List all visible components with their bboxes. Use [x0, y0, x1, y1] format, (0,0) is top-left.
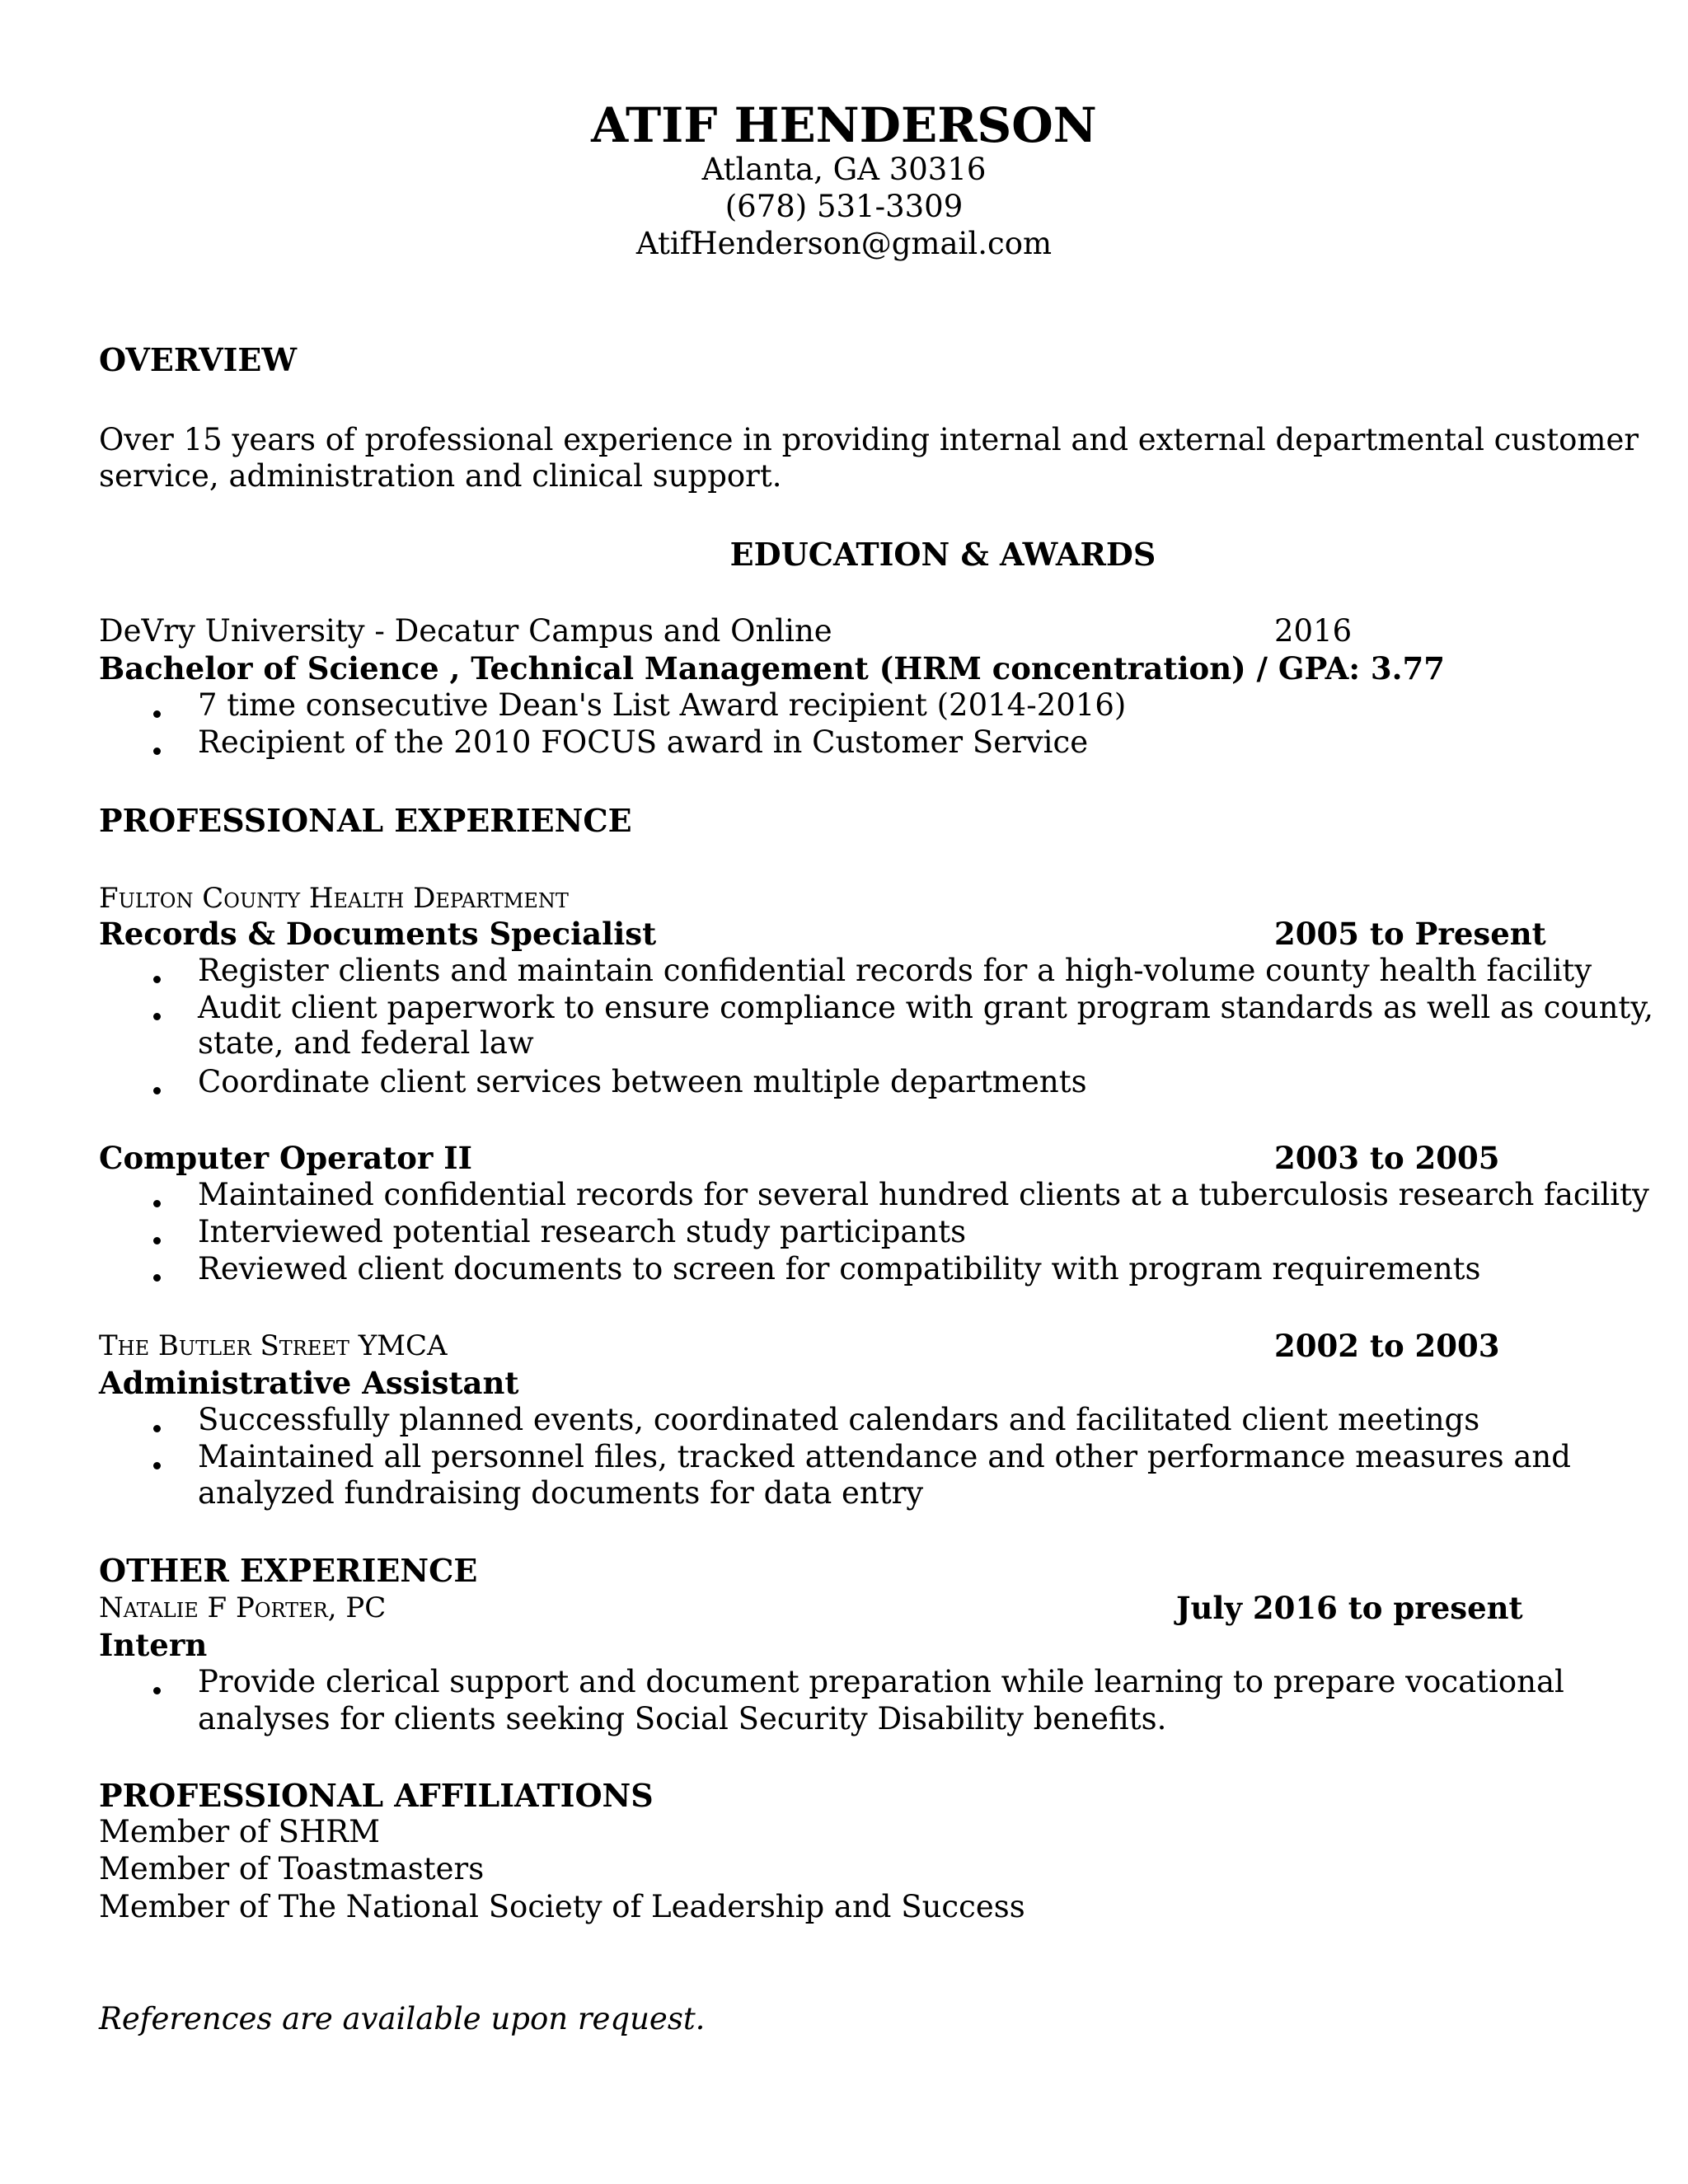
employer-ymca: The Butler Street YMCA [99, 1329, 448, 1362]
affiliations-heading: PROFESSIONAL AFFILIATIONS [99, 1777, 654, 1814]
job-title-computer-operator: Computer Operator II [99, 1140, 472, 1176]
candidate-name: ATIF HENDERSON [591, 97, 1097, 153]
education-bullet-1: 7 time consecutive Dean's List Award recipient (2014-2016) [198, 687, 1127, 723]
affiliation-item: Member of SHRM [99, 1814, 380, 1849]
overview-text-line-1: Over 15 years of professional experience in providing internal and external departmental customer [99, 422, 1639, 457]
job-title-records: Records & Documents Specialist [99, 916, 657, 952]
professional-heading: PROFESSIONAL EXPERIENCE [99, 802, 632, 839]
bullet-icon [153, 1425, 161, 1432]
intern-bullet-1-cont: analyses for clients seeking Social Security Disability benefits. [198, 1701, 1167, 1736]
operator-bullet-2: Interviewed potential research study participants [198, 1214, 967, 1249]
references-note: References are available upon request. [99, 2001, 706, 2036]
records-bullet-3: Coordinate client services between multiple departments [198, 1064, 1087, 1099]
bullet-icon [153, 1687, 161, 1694]
employer-porter: Natalie F Porter, PC [99, 1591, 387, 1624]
phone: (678) 531-3309 [724, 189, 964, 224]
school-name: DeVry University - Decatur Campus and Online [99, 613, 832, 649]
bullet-icon [153, 1013, 161, 1020]
address: Atlanta, GA 30316 [701, 152, 987, 187]
job-dates-records: 2005 to Present [1274, 916, 1546, 952]
records-bullet-1: Register clients and maintain confidential records for a high-volume county health facility [198, 953, 1592, 988]
records-bullet-2-cont: state, and federal law [198, 1025, 534, 1061]
graduation-year: 2016 [1274, 613, 1353, 649]
employer-fulton: Fulton County Health Department [99, 882, 569, 915]
bullet-icon [153, 1274, 161, 1282]
affiliation-item: Member of The National Society of Leadership and Success [99, 1889, 1025, 1924]
other-heading: OTHER EXPERIENCE [99, 1552, 478, 1589]
operator-bullet-1: Maintained confidential records for several hundred clients at a tuberculosis research facility [198, 1177, 1649, 1212]
overview-text-line-2: service, administration and clinical support. [99, 458, 782, 494]
overview-heading: OVERVIEW [99, 341, 298, 378]
admin-bullet-1: Successfully planned events, coordinated calendars and facilitated client meetings [198, 1402, 1480, 1437]
bullet-icon [153, 976, 161, 983]
education-heading: EDUCATION & AWARDS [729, 536, 1156, 573]
admin-bullet-2: Maintained all personnel files, tracked attendance and other performance measures and [198, 1439, 1571, 1474]
bullet-icon [153, 1237, 161, 1244]
bullet-icon [153, 1087, 161, 1094]
email[interactable]: AtifHenderson@gmail.com [635, 226, 1053, 261]
intern-bullet-1: Provide clerical support and document preparation while learning to prepare vocational [198, 1664, 1564, 1699]
job-dates-intern: July 2016 to present [1176, 1590, 1523, 1626]
bullet-icon [153, 748, 161, 755]
bullet-icon [153, 710, 161, 718]
operator-bullet-3: Reviewed client documents to screen for compatibility with program requirements [198, 1251, 1481, 1286]
affiliation-item: Member of Toastmasters [99, 1851, 485, 1886]
education-bullet-2: Recipient of the 2010 FOCUS award in Customer Service [198, 724, 1089, 760]
degree: Bachelor of Science , Technical Management (HRM concentration) / GPA: 3.77 [99, 650, 1445, 687]
job-title-intern: Intern [99, 1627, 208, 1663]
job-dates-admin: 2002 to 2003 [1274, 1328, 1500, 1364]
records-bullet-2: Audit client paperwork to ensure compliance with grant program standards as well as county, [198, 990, 1654, 1025]
job-dates-computer-operator: 2003 to 2005 [1274, 1140, 1500, 1176]
admin-bullet-2-cont: analyzed fundraising documents for data entry [198, 1475, 924, 1511]
bullet-icon [153, 1200, 161, 1207]
job-title-admin: Administrative Assistant [99, 1365, 519, 1401]
bullet-icon [153, 1462, 161, 1469]
